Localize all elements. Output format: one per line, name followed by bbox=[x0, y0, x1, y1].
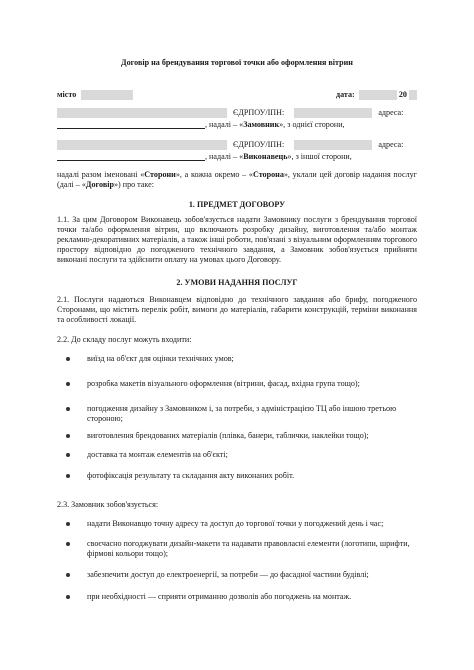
list-item: виїзд на об'єкт для оцінки технічних умов; bbox=[87, 354, 234, 363]
list-item: при необхідності — сприяти отриманню дозволів або погоджень на монтаж. bbox=[87, 592, 352, 601]
customer-edrpou-label: ЄДРПОУ/ІПН: bbox=[233, 108, 285, 117]
list-item: забезпечити доступ до електроенергії, за потреби — до фасадної частини будівлі; bbox=[87, 570, 369, 579]
city-field[interactable] bbox=[81, 90, 133, 100]
customer-line-1 bbox=[57, 108, 403, 118]
section-2-heading: 2. УМОВИ НАДАННЯ ПОСЛУГ bbox=[176, 278, 298, 287]
bullet-icon bbox=[66, 595, 70, 599]
customer-edrpou-field[interactable] bbox=[294, 108, 372, 118]
customer-role: Замовник bbox=[243, 120, 280, 129]
bullet-icon bbox=[66, 407, 70, 411]
list-item: погодження дизайну з Замовником і, за потреби, з адміністрацією ТЦ або іншою третьою стороною; bbox=[87, 404, 397, 423]
customer-address-field[interactable] bbox=[57, 120, 205, 129]
executor-line-2: , надалі – «Виконавець», з іншої сторони, bbox=[57, 152, 352, 162]
clause-2-1: 2.1. Послуги надаються Виконавцем відповідно до технічного завдання або брифу, погодженого Сторонами, що містить перелік робіт, вимоги до матеріалів, габарити конструкцій, терміни виконання та особливості локації. bbox=[57, 295, 417, 324]
customer-name-field[interactable] bbox=[57, 108, 227, 118]
list-item: розробка макетів візуального оформлення (вітрини, фасад, вхідна група тощо); bbox=[87, 379, 360, 388]
clause-1-1: 1.1. За цим Договором Виконавець зобов'язується надати Замовнику послуги з брендування торгової точки та/або оформлення вітрин, що включають розробку дизайну, виготовлення та/або монтаж рекламно-декоративних матеріалів, а також інші роботи, пов'язані з візуальним оформленням торгового простору відповідно до погодженого технічного завдання, а Замовник зобов'язується прийняти виконані послуги та здійснити оплату на умовах цього Договору. bbox=[57, 215, 417, 264]
year-field[interactable] bbox=[409, 90, 417, 100]
executor-name-field[interactable] bbox=[57, 140, 227, 150]
bullet-icon bbox=[66, 573, 70, 577]
customer-line-2: , надалі – «Замовник», з однієї сторони, bbox=[57, 120, 345, 130]
bullet-icon bbox=[66, 542, 70, 546]
executor-role: Виконавець bbox=[243, 152, 288, 161]
bullet-icon bbox=[66, 382, 70, 386]
executor-address-field[interactable] bbox=[57, 152, 205, 161]
customer-address-label: адреса: bbox=[378, 108, 404, 117]
executor-line-1 bbox=[57, 140, 403, 150]
list-item: доставка та монтаж елементів на об'єкті; bbox=[87, 450, 228, 459]
year-label: 20 bbox=[398, 90, 407, 99]
date-field[interactable] bbox=[359, 90, 397, 100]
document-title: Договір на брендування торгової точки або оформлення вітрин bbox=[121, 58, 353, 67]
clause-2-2: 2.2. До складу послуг можуть входити: bbox=[57, 335, 192, 344]
executor-edrpou-field[interactable] bbox=[294, 140, 372, 150]
list-item: фотофіксація результату та складання акту виконаних робіт. bbox=[87, 471, 295, 480]
date-label: дата: bbox=[336, 90, 355, 99]
city-line bbox=[57, 90, 133, 100]
clause-2-3: 2.3. Замовник зобов'язується: bbox=[57, 500, 159, 509]
intro-paragraph: надалі разом іменовані «Сторони», а кожна окремо – «Сторона», уклали цей договір надання послуг (далі – «Договір») про таке: bbox=[57, 170, 417, 189]
city-label: місто bbox=[57, 90, 77, 99]
list-item: своєчасно погоджувати дизайн-макети та надавати правовласні елементи (логотипи, шрифти, фірмові кольори тощо); bbox=[87, 539, 410, 558]
list-item: виготовлення брендованих матеріалів (плівка, банери, таблички, наклейки тощо); bbox=[87, 431, 369, 440]
date-line bbox=[336, 90, 417, 100]
bullet-icon bbox=[66, 453, 70, 457]
executor-edrpou-label: ЄДРПОУ/ІПН: bbox=[233, 140, 285, 149]
bullet-icon bbox=[66, 434, 70, 438]
list-item: надати Виконавцю точну адресу та доступ до торгової точки у погоджений день і час; bbox=[87, 519, 384, 528]
section-1-heading: 1. ПРЕДМЕТ ДОГОВОРУ bbox=[188, 200, 286, 209]
bullet-icon bbox=[66, 357, 70, 361]
bullet-icon bbox=[66, 522, 70, 526]
executor-address-label: адреса: bbox=[378, 140, 404, 149]
bullet-icon bbox=[66, 474, 70, 478]
